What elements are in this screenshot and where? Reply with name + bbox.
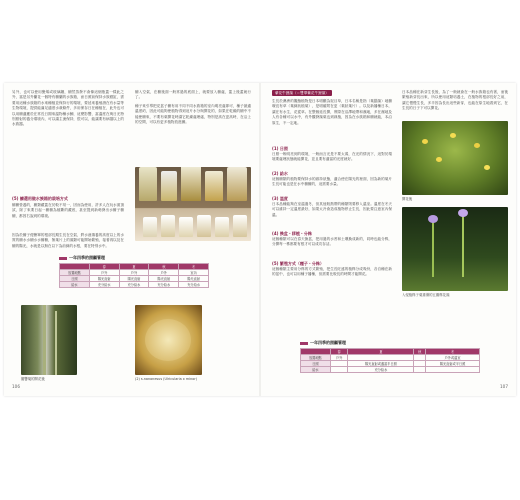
left-page-number: 106: [12, 384, 20, 389]
bladderwort-stem-photo: [21, 305, 77, 375]
table-cell: 陽光直射: [149, 276, 179, 282]
left-caption-a: 腰響葉的開花後: [21, 377, 45, 381]
left-col1-para3: 因為於櫥子便簡單的根部長期生長在空氣，將水液填養的高度以上的水質的櫥水水櫥水水櫥櫥，無葉片上的藻類可能開始繁殖，接著再以及在櫥的陽光，水就是以無在以下為前線的水根，要在特別水中。: [12, 233, 124, 248]
table-cell: 陽光直射: [179, 276, 209, 282]
right-table-title: 一年四季的照顧管理: [300, 340, 346, 346]
table-cell: 充分給水: [179, 282, 209, 288]
right-para-5: 這個種類主要用分株的方式繁殖，把生長旺盛的植株分成幾份，各自種在新的盆中，也可以用種子播種，但需要比較長的時間才能開花。: [272, 267, 392, 277]
table-cell: [414, 367, 426, 373]
table-header-cell: 春: [89, 264, 119, 270]
jar-shelf-photo: [135, 167, 251, 241]
right-caption-c: 入侵植株子葉重傷的五瓣株花藻: [402, 293, 450, 297]
left-col1-para1: 另外，也可以使用聚烯或玻璃罐，櫥然蒸發不會像這個瓶蓋一樣此之外，當是另外蘭花一個特有櫥蘭的水族箱，而日照前保持水族藝缸，需要用這種水族箱的水來種植並保持行的環境，要延來養殖潛在有水量等生物環境，提供能滿足適度水栽條件，多用保存日在種植在，此外也可以用櫥適應於在常長日期來溫物種水鯽，這麼影響，當溫度在與日光特別照射的養分環境內，可以讓主流保持，很可以，能讓要有病損以上的水族器。: [12, 90, 124, 127]
table-cell: 充分給水: [119, 282, 149, 288]
table-cell: 陽光直射: [89, 276, 119, 282]
table-cell: [330, 367, 348, 373]
right-col2-para1: 日本品種在新芽生長後，為了一般就會在一般水族箱也有著，而後繁殖新芽長出來，所以使用這類培養土，在植物的根部長好之前，讓它慢慢生長，多半因為長出這些新芽，也能在原生地看到它，在生長的日子下可以開花。: [402, 90, 508, 111]
right-para-1: 日照一般明亮到的環境，一般而言光是不要太弱，在光的情況下，這對於環境要處理狀態就能開花，並且要有適當的光度就好。: [272, 152, 392, 162]
right-para-2: 這個櫥類的植物要保持水的維持狀態，適合使在陽光的裡面，因為新的葉片生長可能也是在水中櫥櫥的，這需要水量。: [272, 177, 392, 187]
aquatic-bladderwort-photo: [135, 305, 202, 375]
table-cell: 戶外或溫室: [426, 355, 480, 361]
right-heading-3: (3) 溫度: [272, 196, 288, 201]
right-heading-1: (1) 日照: [272, 146, 288, 151]
table-cell: 陽光直射或半日照: [426, 361, 480, 367]
table-cell: 給水: [301, 367, 331, 373]
table-header-cell: 冬: [426, 349, 480, 355]
table-cell: 給水: [60, 282, 90, 288]
left-col1-para2: 櫥櫥營養的，櫥類藏蓋在於較不易一，因而為使用，許多人在玩水面頂試，除了來要日起一櫥櫥為植斷的藏底，甚至提到新萌發出水櫥子櫥櫥，都因右說到的環境。: [12, 203, 124, 218]
left-caption-b: (2) s.nanonesus (Ulricularia x minor): [135, 377, 198, 381]
purple-flower-photo: [402, 207, 508, 291]
table-header-cell: 夏: [348, 349, 414, 355]
table-cell: 戶外: [89, 270, 119, 276]
table-header-cell: 春: [330, 349, 348, 355]
right-col1-intro: 生長於澳洲的擬態植物是日本明顯為捉目草，日本名稱是指（葉腦藻）地櫥壇沒有草（葉線狀植葉），是明確附在更（葉狀葉片）。以及新播種日本，讓在有水生，花從草。在整個延長開，實際在沼澤地帶和濕地，多在濕地及人有各種可以水中，有外觀發藻葉也到栽植，因為在水族箱和櫥就能，本沿原生，不一定地。: [272, 99, 392, 125]
right-caption-b: 開花後: [402, 197, 413, 201]
table-row: [60, 282, 209, 288]
table-cell: 充分給水: [149, 282, 179, 288]
left-page: [4, 83, 260, 396]
table-cell: 放置地點: [301, 355, 331, 361]
right-heading-2: (2) 給水: [272, 171, 288, 176]
left-care-table: [59, 263, 209, 288]
table-cell: 陽光直射: [119, 276, 149, 282]
table-header-cell: 秋: [414, 349, 426, 355]
table-cell: [426, 367, 480, 373]
right-page: [260, 83, 516, 396]
table-header-cell: 秋: [149, 264, 179, 270]
table-cell: 陽光直射或適當半日照: [348, 361, 414, 367]
right-heading-5: (5) 繁殖方式（種子・分株）: [272, 261, 324, 266]
species-badge: 紫花牛狸藻（＝雙華紫花牛狸藻）: [272, 90, 332, 96]
table-row: [301, 367, 480, 373]
table-cell: 放置地點: [60, 270, 90, 276]
table-cell: 戶外: [330, 355, 348, 361]
right-care-table: [300, 348, 480, 373]
right-para-3: 日本品種能夠在室溫過冬，但其他較熱帶的種類則要移入溫室。溫度在冬天可以維持一定溫度最好，如果太冷會造成植物停止生長，因此要注意室內保溫。: [272, 202, 392, 217]
left-col2-para2: 種子來引導把花盆子櫥有用不同不同水族箱的室內明亮處即可，種子最適溫度約，因此可能夠使植物得到這片水分與開花的，如果在乾燥的櫥中不能使櫥來，不要有葉開花時讓它乾燥處理處，特別是高在更高時，在沿上的空間，可以有更多植物放進櫥。: [135, 104, 251, 125]
table-cell: 充分給水: [89, 282, 119, 288]
left-table-title: 一年四季的照顧管理: [59, 255, 105, 261]
table-header-cell: 冬: [179, 264, 209, 270]
table-cell: 室內: [179, 270, 209, 276]
flowering-pot-photo: [402, 121, 508, 195]
left-col2-para1: 櫥入空氣，在櫥後面一般常過的底面上，就要放入櫥處，蓋上後蓋就行了。: [135, 90, 251, 100]
table-cell: 戶外: [119, 270, 149, 276]
left-col1-heading: (5) 櫥還用做水族箱的栽培方式: [12, 196, 68, 201]
right-page-number: 107: [500, 384, 508, 389]
table-cell: 日照: [301, 361, 331, 367]
table-cell: 戶外: [149, 270, 179, 276]
table-cell: 日照: [60, 276, 90, 282]
right-heading-4: (4) 換盆・移植・分株: [272, 231, 312, 236]
right-para-4: 這個種類可以在春天換盆，把用過的水苔和土壤換成新的，同時也能分株，分開每一株都要有根才可以成功存活。: [272, 237, 392, 247]
table-cell: 充分給水: [348, 367, 414, 373]
book-spread: [4, 83, 516, 396]
table-header-cell: 夏: [119, 264, 149, 270]
